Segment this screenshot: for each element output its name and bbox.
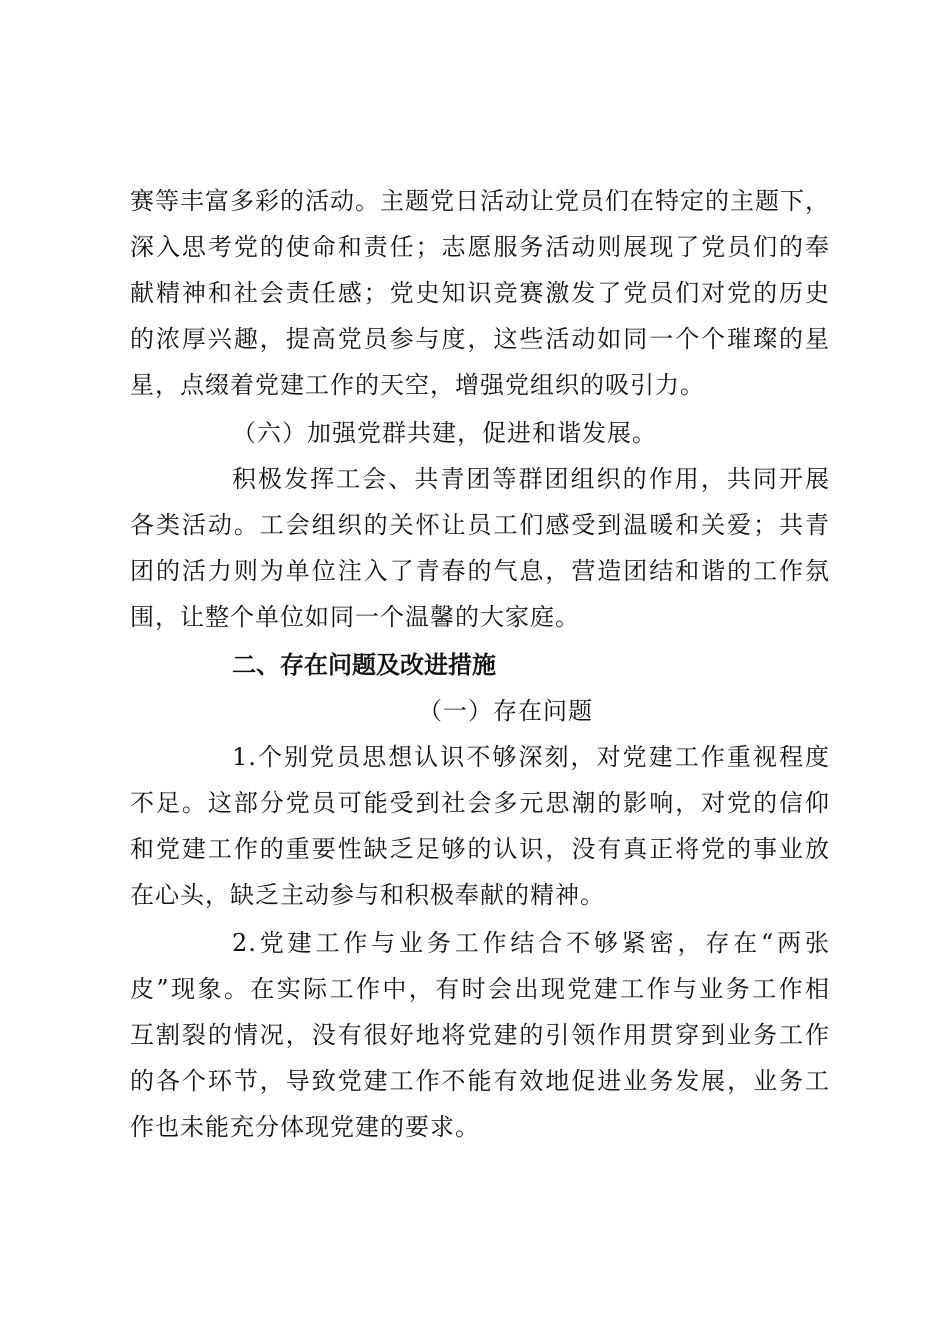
paragraph-line: 星，点缀着党建工作的天空，增强党组织的吸引力。	[130, 371, 705, 399]
paragraph-line: 深入思考党的使命和责任；志愿服务活动则展现了党员们的奉	[130, 233, 830, 261]
section-title-2: 二、存在问题及改进措施	[232, 651, 496, 679]
paragraph-line: 不足。这部分党员可能受到社会多元思潮的影响，对党的信仰	[130, 789, 830, 817]
paragraph-line: 的各个环节，导致党建工作不能有效地促进业务发展，业务工	[130, 1067, 830, 1095]
paragraph-line: 和党建工作的重要性缺乏足够的认识，没有真正将党的事业放	[130, 835, 830, 863]
paragraph-line: 皮”现象。在实际工作中，有时会出现党建工作与业务工作相	[130, 975, 830, 1003]
paragraph-line: 1.个别党员思想认识不够深刻，对党建工作重视程度	[232, 743, 830, 771]
paragraph-line: 在心头，缺乏主动参与和积极奉献的精神。	[130, 881, 605, 909]
paragraph-line: 2.党建工作与业务工作结合不够紧密，存在“两张	[232, 929, 830, 957]
paragraph-line: 各类活动。工会组织的关怀让员工们感受到温暖和关爱；共青	[130, 511, 830, 539]
paragraph-line: 互割裂的情况，没有很好地将党建的引领作用贯穿到业务工作	[130, 1021, 830, 1049]
paragraph-line: 赛等丰富多彩的活动。主题党日活动让党员们在特定的主题下，	[130, 187, 830, 215]
paragraph-line: 的浓厚兴趣，提高党员参与度，这些活动如同一个个璀璨的星	[130, 325, 830, 353]
paragraph-line: 团的活力则为单位注入了青春的气息，营造团结和谐的工作氛	[130, 557, 830, 585]
paragraph-line: 积极发挥工会、共青团等群团组织的作用，共同开展	[232, 465, 830, 493]
paragraph-line: 作也未能充分体现党建的要求。	[130, 1113, 480, 1141]
subsection-title-1: （一）存在问题	[418, 697, 593, 725]
paragraph-line: 围，让整个单位如同一个温馨的大家庭。	[130, 603, 580, 631]
paragraph-line: 献精神和社会责任感；党史知识竞赛激发了党员们对党的历史	[130, 279, 830, 307]
section-heading-6: （六）加强党群共建，促进和谐发展。	[232, 419, 657, 447]
